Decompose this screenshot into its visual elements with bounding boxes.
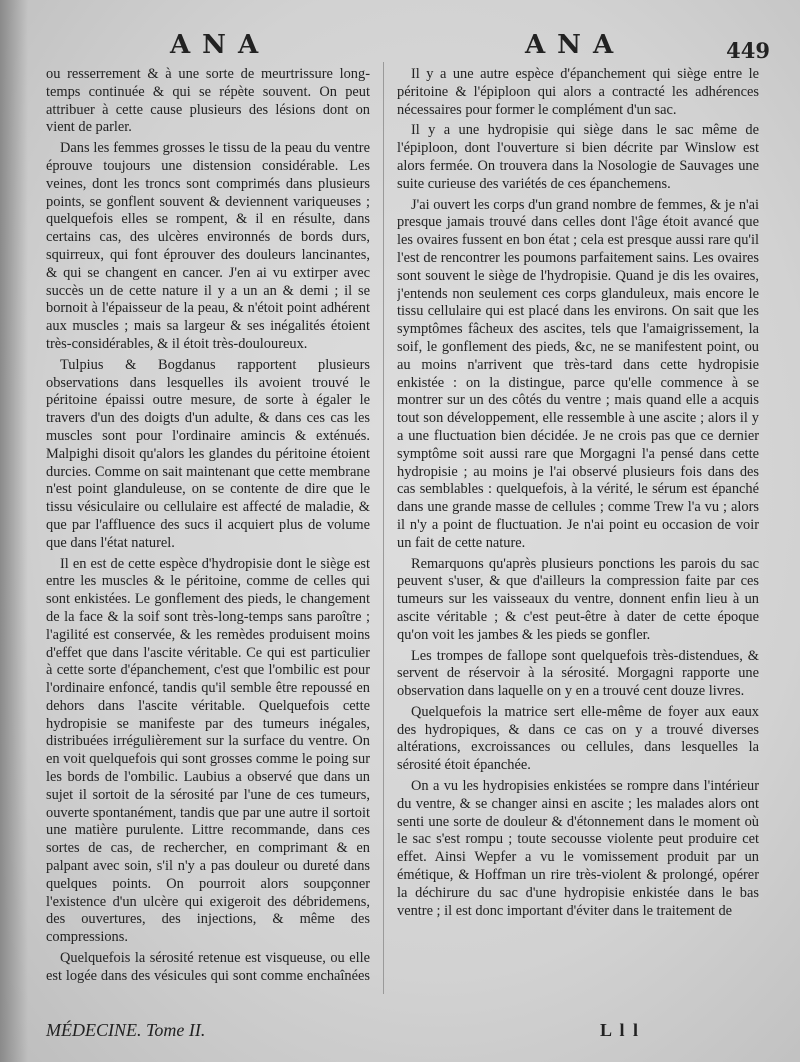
paragraph: Les trompes de fallope sont quelquefois très-distendues, & servent de réservoir à la sérosité. Morgagni rapporte une observation dans laquelle on y en a trouvé cent douze livres. [397, 647, 759, 700]
footer-volume-label: MÉDECINE. Tome II. [46, 1020, 206, 1040]
paragraph: On a vu les hydropisies enkistées se rompre dans l'intérieur du ventre, & se changer ainsi en ascite ; les malades alors ont senti une sorte de douleur & d'étonnement dans le moment où le sac s'est rompu ; toute secousse violente peut produire cet effet. Ainsi Wepfer a vu le vomissement produit par un émétique, & Hoffman un rire très-violent & prolongé, opérer la déchirure du sac d'une hydropisie enkistée dans le bas ventre ; il est donc important d'éviter dans le traitement de [397, 778, 759, 919]
signature-mark: L l l [600, 1020, 641, 1040]
running-head-right: ANA [525, 30, 626, 60]
paragraph: Tulpius & Bogdanus rapportent plusieurs observations dans lesquelles ils avoient trouvé le péritoine épaissi outre mesure, de sorte à égaler le travers d'un des doigts d'un adulte, & dans ces cas les muscles sont pour l'ordinaire amincis & exténués. Malpighi disoit qu'alors les glandes du péritoine étoient durcies. Comme on sait maintenant que cette membrane n'est point glanduleuse, on se contente de dire que le tissu vésiculaire ou cellulaire est affecté de maladie, & que par l'affluence des sucs il acquiert plus de volume que dans l'état naturel. [46, 356, 370, 551]
paragraph: Dans les femmes grosses le tissu de la peau du ventre éprouve toujours une distension considérable. Les veines, dont les troncs sont comprimés dans plusieurs points, se gonflent souvent & deviennent variqueuses ; quelquefois elles se rompent, & il en résulte, dans certains cas, des ulcères environnés de bords durs, squirreux, qui font éprouver des douleurs lancinantes, & qui se changent en cancer. J'en ai vu extirper avec succès un de cette nature il y a un an & demi ; il se bornoit à l'épaisseur de la peau, & n'étoit point adhérent aux muscles ; mais sa largeur & ses inégalités étoient très-considérables, & il étoit très-douloureux. [46, 140, 370, 352]
paragraph: ou resserrement & à une sorte de meurtrissure long-temps continuée & qui se répète souvent. On peut attribuer à cette cause plusieurs des lésions dont on vient de parler. [46, 66, 370, 136]
right-column [397, 66, 759, 984]
paragraph: Remarquons qu'après plusieurs ponctions les parois du sac peuvent s'user, & que d'ailleurs la compression faite par ces tumeurs sur les vaisseaux du ventre, donnent enfin lieu à un ascite véritable ; & c'est peut-être à dater de cette époque qu'on voit les jambes & les pieds se gonfler. [397, 555, 759, 643]
page-footer [0, 1020, 800, 1050]
running-head-left: ANA [170, 30, 271, 60]
page-number: 449 [726, 38, 770, 63]
paragraph: Quelquefois la sérosité retenue est visqueuse, ou elle est logée dans des vésicules qui sont comme enchaînées [46, 950, 370, 984]
paragraph: J'ai ouvert les corps d'un grand nombre de femmes, & je n'ai presque jamais trouvé dans celles dont l'âge étoit avancé que les ovaires fussent en bon état ; cela est presque aussi rare qu'il l'est de rencontrer les poumons parfaitement sains. Les ovaires sont souvent le siège de l'hydropisie. Quand je dis les ovaires, j'entends non seulement ces corps glanduleux, mais encore le tissu cellulaire qui est placé dans les environs. On sait que les symptômes fâcheux des ascites, tels que l'amaigrissement, la soif, le gonflement des pieds, &c, ne se manifestent point, ou au moins n'arrivent que très-tard dans cette hydropisie enkistée : on la distingue, parce qu'elle commence à se montrer sur un des côtés du ventre ; mais quand elle a acquis tout son développement, elle ressemble à une ascite ; alors il y a une fluctuation bien décidée. Je ne crois pas que ce dernier symptôme soit aussi rare que Morgagni l'a pensé dans cette hydropisie ; au moins je l'ai observé plusieurs fois dans des cas semblables : quelquefois, à la vérité, le sérum est épanché dans une grande masse de cellules ; comme Trew l'a vu ; alors il n'y a point de fluctuation. Je n'ai point eu occasion de voir un fait de cette nature. [397, 196, 759, 551]
left-column [46, 66, 370, 984]
column-divider [383, 62, 384, 994]
running-header [0, 30, 800, 70]
paragraph: Quelquefois la matrice sert elle-même de foyer aux eaux des hydropiques, & dans ce cas on y a trouvé diverses altérations, excroissances ou cellules, dans lesquelles la sérosité étoit épanchée. [397, 703, 759, 774]
paragraph: Il y a une hydropisie qui siège dans le sac même de l'épiploon, dont l'ouverture si bien décrite par Winslow est alors fermée. On trouvera dans la Nosologie de Sauvages une suite curieuse des variétés de ces épanchemens. [397, 122, 759, 192]
paragraph: Il y a une autre espèce d'épanchement qui siège entre le péritoine & l'épiploon qui alors a contracté les adhérences nécessaires pour former le complément d'un sac. [397, 66, 759, 118]
paragraph: Il en est de cette espèce d'hydropisie dont le siège est entre les muscles & le péritoine, comme de celles qui sont enkistées. Le gonflement des pieds, le changement de la face & la soif sont très-long-temps sans paroître ; l'agilité est conservée, & les remèdes produisent moins d'effet que dans l'ascite véritable. Ce qui est particulier à cette sorte d'épanchement, c'est que l'ombilic est pour l'ordinaire enfoncé, tandis qu'il semble être repoussé en dehors dans l'ascite véritable. Quelquefois cette hydropisie se manifeste par des tumeurs inégales, distribuées irrégulièrement sur la surface du ventre. On en voit quelquefois qui sont grosses comme le poing sur les bords de l'ombilic. Laubius a observé que dans un sujet il sortoit de la sérosité par l'une de ces tumeurs, ouverte spontanément, tandis que par une autre il sortoit une matière purulente. Littre recommande, dans ces sortes de cas, de rechercher, en comprimant & en palpant avec soin, s'il n'y a pas douleur ou dureté dans quelques points. On pourroit alors soupçonner l'existence d'un ulcère qui exigeroit des débridemens, des ouvertures, des injections, & même des compressions. [46, 555, 370, 946]
